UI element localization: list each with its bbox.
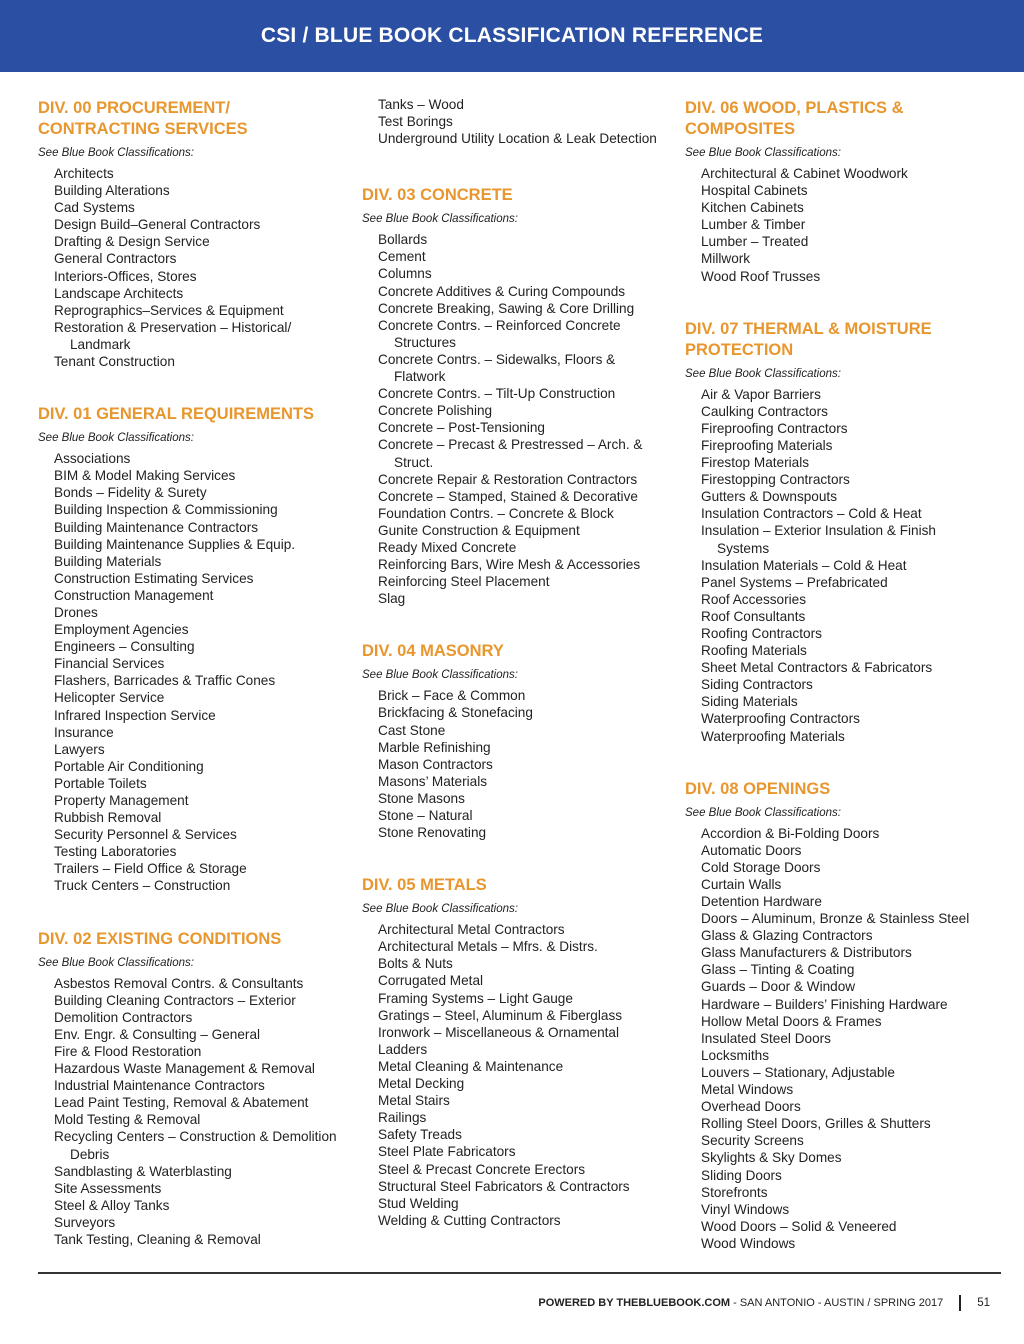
classification-list bbox=[685, 165, 985, 285]
classification-item: Metal Stairs bbox=[378, 1093, 450, 1109]
classification-item: Skylights & Sky Domes bbox=[701, 1150, 842, 1166]
classification-item: Cement bbox=[378, 249, 426, 265]
classification-item: Insulation Contractors – Cold & Heat bbox=[701, 506, 922, 522]
division-title: DIV. 05 METALS bbox=[362, 876, 487, 895]
classification-item: Portable Toilets bbox=[54, 775, 147, 791]
classification-item: Roof Accessories bbox=[701, 591, 807, 607]
classification-item: Siding Contractors bbox=[701, 677, 813, 693]
page-header bbox=[0, 0, 1024, 72]
classification-list bbox=[685, 386, 985, 745]
classification-item: Stone Renovating bbox=[378, 825, 487, 841]
classification-item: Hospital Cabinets bbox=[701, 183, 808, 199]
division-section bbox=[362, 96, 662, 147]
classification-item: Underground Utility Location & Leak Detection bbox=[378, 131, 657, 147]
classification-item: Welding & Cutting Contractors bbox=[378, 1212, 561, 1228]
division-subtitle: See Blue Book Classifications: bbox=[38, 956, 194, 969]
classification-item: Concrete Breaking, Sawing & Core Drilling bbox=[378, 300, 635, 316]
classification-item: Steel Plate Fabricators bbox=[378, 1144, 516, 1160]
classification-item: Infrared Inspection Service bbox=[54, 707, 216, 723]
classification-item: Framing Systems – Light Gauge bbox=[378, 990, 573, 1006]
classification-item: Trailers – Field Office & Storage bbox=[54, 861, 247, 877]
classification-item: Louvers – Stationary, Adjustable bbox=[701, 1064, 895, 1080]
classification-item: Industrial Maintenance Contractors bbox=[54, 1078, 265, 1094]
division-section bbox=[685, 98, 985, 285]
division-title: DIV. 07 THERMAL & MOISTURE PROTECTION bbox=[685, 319, 932, 359]
classification-item: Automatic Doors bbox=[701, 842, 802, 858]
classification-item: Waterproofing Contractors bbox=[701, 711, 860, 727]
classification-item: Detention Hardware bbox=[701, 894, 822, 909]
classification-item: Insulation – Exterior Insulation & Finish Systems bbox=[701, 523, 936, 556]
classification-list bbox=[362, 921, 662, 1229]
classification-item: Building Maintenance Supplies & Equip. bbox=[54, 536, 296, 552]
classification-item: Gutters & Downspouts bbox=[701, 489, 837, 505]
division-title: DIV. 04 MASONRY bbox=[362, 642, 504, 661]
classification-item: Drafting & Design Service bbox=[54, 234, 210, 250]
division-subtitle: See Blue Book Classifications: bbox=[362, 213, 518, 226]
classification-item: Engineers – Consulting bbox=[54, 639, 195, 655]
classification-item: Insurance bbox=[54, 724, 114, 740]
division-subtitle: See Blue Book Classifications: bbox=[685, 147, 841, 159]
division-title: DIV. 06 WOOD, PLASTICS & COMPOSITES bbox=[685, 99, 904, 138]
classification-item: Panel Systems – Prefabricated bbox=[701, 574, 888, 590]
classification-item: Demolition Contractors bbox=[54, 1009, 193, 1025]
classification-item: Flashers, Barricades & Traffic Cones bbox=[54, 673, 276, 689]
classification-item: Architectural Metal Contractors bbox=[378, 922, 565, 938]
column-1 bbox=[38, 96, 338, 1282]
classification-item: Building Maintenance Contractors bbox=[54, 519, 259, 535]
footer-credit-rest: - SAN ANTONIO - AUSTIN / SPRING 2017 bbox=[730, 1297, 944, 1309]
classification-item: Glass & Glazing Contractors bbox=[701, 928, 873, 944]
classification-item: Test Borings bbox=[378, 114, 453, 130]
classification-item: Guards – Door & Window bbox=[701, 979, 856, 995]
classification-item: Concrete – Precast & Prestressed – Arch. & Struct. bbox=[378, 437, 643, 470]
classification-item: Ironwork – Miscellaneous & Ornamental bbox=[378, 1024, 620, 1040]
classification-item: Safety Treads bbox=[378, 1127, 462, 1143]
division-title: DIV. 03 CONCRETE bbox=[362, 186, 513, 205]
classification-item: Gratings – Steel, Aluminum & Fiberglass bbox=[378, 1007, 623, 1023]
division-section bbox=[38, 404, 338, 894]
classification-item: Reprographics–Services & Equipment bbox=[54, 302, 284, 318]
classification-item: Concrete Repair & Restoration Contractors bbox=[378, 471, 638, 487]
classification-item: Site Assessments bbox=[54, 1180, 162, 1196]
classification-item: Associations bbox=[54, 451, 131, 467]
classification-item: Millwork bbox=[701, 251, 751, 267]
classification-item: Architects bbox=[54, 166, 114, 181]
division-section bbox=[362, 641, 662, 841]
classification-item: Concrete Contrs. – Reinforced Concrete Structures bbox=[378, 317, 621, 350]
classification-item: Waterproofing Materials bbox=[701, 728, 845, 744]
classification-item: Glass – Tinting & Coating bbox=[701, 962, 855, 978]
classification-item: Ladders bbox=[378, 1041, 428, 1057]
classification-item: Roofing Contractors bbox=[701, 625, 822, 641]
classification-item: Truck Centers – Construction bbox=[54, 878, 231, 894]
classification-item: Construction Estimating Services bbox=[54, 570, 254, 586]
classification-item: Testing Laboratories bbox=[54, 844, 177, 860]
division-subtitle: See Blue Book Classifications: bbox=[685, 367, 841, 380]
classification-item: Glass Manufacturers & Distributors bbox=[701, 945, 912, 961]
classification-item: General Contractors bbox=[54, 251, 177, 267]
classification-item: Property Management bbox=[54, 793, 189, 808]
classification-item: Fireproofing Materials bbox=[701, 437, 833, 453]
classification-item: Corrugated Metal bbox=[378, 973, 484, 989]
classification-item: Tanks – Wood bbox=[378, 97, 464, 112]
classification-item: Security Screens bbox=[701, 1133, 804, 1149]
classification-item: Firestop Materials bbox=[701, 455, 810, 471]
classification-item: Building Inspection & Commissioning bbox=[54, 502, 278, 518]
classification-item: Design Build–General Contractors bbox=[54, 217, 261, 233]
classification-item: Rubbish Removal bbox=[54, 810, 162, 826]
classification-item: Employment Agencies bbox=[54, 622, 189, 638]
page-title: CSI / BLUE BOOK CLASSIFICATION REFERENCE bbox=[260, 24, 764, 47]
classification-item: Restoration & Preservation – Historical/ Landmark bbox=[54, 319, 292, 352]
classification-item: Lead Paint Testing, Removal & Abatement bbox=[54, 1095, 309, 1111]
classification-item: Cold Storage Doors bbox=[701, 859, 821, 875]
classification-item: Building Materials bbox=[54, 553, 162, 569]
division-section bbox=[38, 929, 338, 1249]
column-2 bbox=[362, 96, 662, 1263]
classification-item: Tenant Construction bbox=[54, 354, 175, 370]
classification-item: Storefronts bbox=[701, 1184, 768, 1200]
classification-item: Columns bbox=[378, 266, 432, 282]
page-footer bbox=[538, 1295, 990, 1311]
classification-item: Architectural Metals – Mfrs. & Distrs. bbox=[378, 939, 598, 955]
division-title: DIV. 08 OPENINGS bbox=[685, 779, 831, 798]
classification-item: Metal Cleaning & Maintenance bbox=[378, 1058, 564, 1074]
division-title: DIV. 00 PROCUREMENT/ CONTRACTING SERVICES bbox=[38, 99, 248, 138]
classification-item: Siding Materials bbox=[701, 694, 798, 710]
footer-separator bbox=[959, 1295, 961, 1311]
classification-item: Fire & Flood Restoration bbox=[54, 1043, 202, 1059]
classification-item: Vinyl Windows bbox=[701, 1201, 790, 1217]
classification-item: Lawyers bbox=[54, 741, 105, 757]
division-section bbox=[685, 779, 985, 1252]
classification-item: Ready Mixed Concrete bbox=[378, 539, 517, 555]
classification-item: Concrete Contrs. – Sidewalks, Floors & Flatwork bbox=[378, 351, 616, 385]
classification-item: Env. Engr. & Consulting – General bbox=[54, 1026, 261, 1042]
classification-item: Doors – Aluminum, Bronze & Stainless Steel bbox=[701, 911, 970, 927]
classification-item: Metal Decking bbox=[378, 1076, 465, 1092]
classification-item: Construction Management bbox=[54, 587, 214, 603]
classification-item: Cad Systems bbox=[54, 200, 135, 216]
classification-item: BIM & Model Making Services bbox=[54, 468, 236, 484]
classification-list bbox=[685, 825, 985, 1252]
division-section bbox=[362, 185, 662, 607]
classification-item: Structural Steel Fabricators & Contractors bbox=[378, 1178, 630, 1194]
division-subtitle: See Blue Book Classifications: bbox=[362, 903, 518, 916]
classification-item: Recycling Centers – Construction & Demolition Debris bbox=[54, 1129, 337, 1162]
division-section bbox=[38, 98, 338, 370]
division-section bbox=[685, 319, 985, 745]
classification-item: Drones bbox=[54, 604, 98, 620]
division-title: DIV. 01 GENERAL REQUIREMENTS bbox=[38, 405, 314, 424]
classification-item: Accordion & Bi-Folding Doors bbox=[701, 825, 880, 841]
classification-item: Wood Windows bbox=[701, 1235, 796, 1251]
classification-item: Sliding Doors bbox=[701, 1167, 782, 1183]
classification-item: Bolts & Nuts bbox=[378, 956, 453, 972]
classification-item: Overhead Doors bbox=[701, 1099, 801, 1115]
page-number: 51 bbox=[977, 1297, 990, 1309]
classification-item: Metal Windows bbox=[701, 1082, 794, 1098]
classification-item: Insulation Materials – Cold & Heat bbox=[701, 557, 907, 573]
classification-item: Slag bbox=[378, 591, 406, 607]
classification-item: Concrete Additives & Curing Compounds bbox=[378, 283, 626, 299]
classification-item: Wood Roof Trusses bbox=[701, 268, 821, 284]
classification-item: Landscape Architects bbox=[54, 285, 184, 301]
column-3 bbox=[685, 96, 985, 1286]
footer-divider-line bbox=[38, 1272, 1001, 1274]
classification-item: Curtain Walls bbox=[701, 876, 782, 892]
division-subtitle: See Blue Book Classifications: bbox=[362, 669, 518, 682]
classification-item: Concrete Polishing bbox=[378, 403, 493, 419]
classification-item: Sheet Metal Contractors & Fabricators bbox=[701, 660, 933, 676]
classification-item: Railings bbox=[378, 1110, 427, 1126]
classification-item: Stone – Natural bbox=[378, 808, 473, 823]
classification-list bbox=[362, 96, 662, 147]
classification-item: Wood Doors – Solid & Veneered bbox=[701, 1218, 897, 1234]
division-subtitle: See Blue Book Classifications: bbox=[685, 806, 841, 819]
classification-item: Masons’ Materials bbox=[378, 773, 488, 789]
classification-item: Tank Testing, Cleaning & Removal bbox=[54, 1231, 261, 1247]
classification-item: Firestopping Contractors bbox=[701, 472, 850, 488]
classification-item: Gunite Construction & Equipment bbox=[378, 522, 580, 538]
classification-item: Helicopter Service bbox=[54, 690, 165, 706]
classification-item: Building Cleaning Contractors – Exterior bbox=[54, 992, 296, 1008]
classification-item: Reinforcing Bars, Wire Mesh & Accessories bbox=[378, 557, 641, 573]
classification-item: Concrete Contrs. – Tilt-Up Construction bbox=[378, 386, 616, 402]
classification-item: Portable Air Conditioning bbox=[54, 758, 204, 774]
classification-item: Concrete – Stamped, Stained & Decorative bbox=[378, 488, 638, 504]
footer-credit-bold: POWERED BY THEBLUEBOOK.COM bbox=[538, 1297, 731, 1309]
classification-item: Foundation Contrs. – Concrete & Block bbox=[378, 505, 614, 521]
classification-item: Hazardous Waste Management & Removal bbox=[54, 1061, 315, 1077]
classification-item: Insulated Steel Doors bbox=[701, 1030, 831, 1046]
classification-item: Bollards bbox=[378, 232, 428, 248]
classification-item: Air & Vapor Barriers bbox=[701, 386, 821, 402]
classification-item: Lumber & Timber bbox=[701, 217, 806, 233]
classification-item: Reinforcing Steel Placement bbox=[378, 574, 550, 590]
classification-item: Kitchen Cabinets bbox=[701, 200, 804, 216]
classification-item: Brick – Face & Common bbox=[378, 688, 526, 704]
classification-item: Hollow Metal Doors & Frames bbox=[701, 1013, 882, 1029]
classification-item: Building Alterations bbox=[54, 183, 170, 199]
division-section bbox=[362, 875, 662, 1229]
classification-list bbox=[38, 975, 338, 1249]
classification-item: Rolling Steel Doors, Grilles & Shutters bbox=[701, 1116, 931, 1132]
classification-list bbox=[38, 450, 338, 894]
classification-item: Marble Refinishing bbox=[378, 739, 491, 755]
classification-list bbox=[362, 687, 662, 841]
division-title: DIV. 02 EXISTING CONDITIONS bbox=[38, 929, 282, 948]
classification-item: Financial Services bbox=[54, 656, 165, 672]
footer-credit bbox=[538, 1297, 943, 1309]
classification-item: Roofing Materials bbox=[701, 643, 807, 659]
classification-item: Interiors-Offices, Stores bbox=[54, 268, 197, 284]
classification-item: Roof Consultants bbox=[701, 608, 806, 624]
classification-item: Fireproofing Contractors bbox=[701, 420, 848, 436]
classification-item: Surveyors bbox=[54, 1214, 116, 1230]
division-subtitle: See Blue Book Classifications: bbox=[38, 432, 194, 445]
classification-item: Cast Stone bbox=[378, 722, 446, 738]
classification-item: Bonds – Fidelity & Surety bbox=[54, 485, 207, 501]
classification-item: Stud Welding bbox=[378, 1195, 459, 1211]
classification-list bbox=[362, 231, 662, 607]
classification-item: Sandblasting & Waterblasting bbox=[54, 1163, 232, 1179]
classification-item: Lumber – Treated bbox=[701, 234, 809, 250]
classification-item: Architectural & Cabinet Woodwork bbox=[701, 166, 908, 181]
classification-list bbox=[38, 165, 338, 370]
classification-item: Hardware – Builders’ Finishing Hardware bbox=[701, 996, 948, 1012]
classification-item: Brickfacing & Stonefacing bbox=[378, 705, 533, 721]
classification-item: Concrete – Post-Tensioning bbox=[378, 420, 545, 436]
classification-item: Security Personnel & Services bbox=[54, 827, 237, 843]
classification-item: Mold Testing & Removal bbox=[54, 1112, 201, 1128]
classification-item: Stone Masons bbox=[378, 790, 465, 806]
classification-item: Locksmiths bbox=[701, 1047, 769, 1063]
classification-item: Steel & Alloy Tanks bbox=[54, 1197, 170, 1213]
division-subtitle: See Blue Book Classifications: bbox=[38, 147, 194, 159]
classification-item: Steel & Precast Concrete Erectors bbox=[378, 1161, 586, 1177]
classification-item: Asbestos Removal Contrs. & Consultants bbox=[54, 975, 304, 991]
classification-item: Caulking Contractors bbox=[701, 403, 828, 419]
classification-item: Mason Contractors bbox=[378, 756, 493, 772]
